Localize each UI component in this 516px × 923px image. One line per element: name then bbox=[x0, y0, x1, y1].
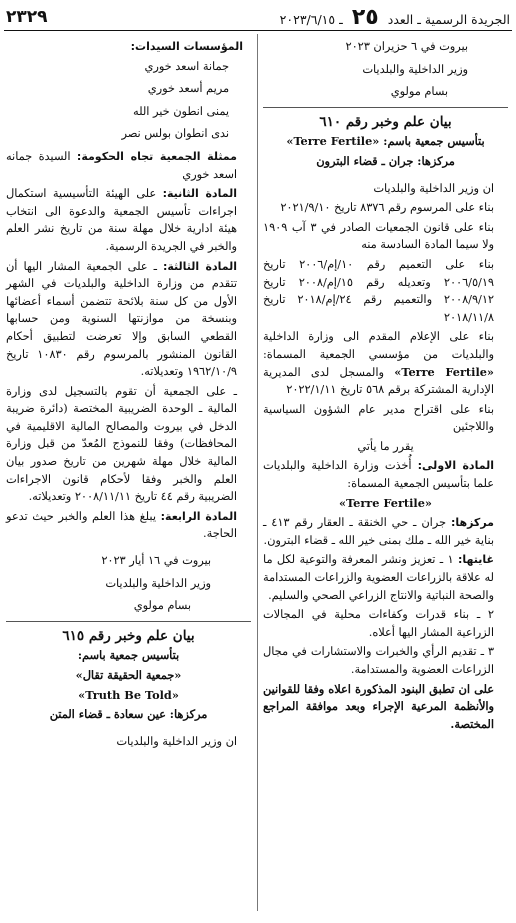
decides-heading: يقرر ما يأتي bbox=[357, 439, 414, 453]
notice-title-615: بيان علم وخبر رقم ٦١٥ bbox=[62, 627, 195, 644]
paragraph-text: بناء على الإعلام المقدم الى وزارة الداخلية والبلديات من مؤسسي الجمعية المسماة: bbox=[263, 330, 494, 361]
left-column bbox=[6, 38, 251, 752]
issue-date: ـ ٢٠٢٣/٦/١٥ bbox=[279, 11, 343, 27]
date-line: بيروت في ١٦ أيار ٢٠٢٣ bbox=[101, 554, 211, 568]
founders-label: المؤسسات السيدات: bbox=[130, 40, 243, 53]
location-line: مركزها: عين سعادة ـ قضاء المتن bbox=[49, 707, 208, 722]
headquarters bbox=[263, 514, 508, 549]
founders-list bbox=[6, 58, 251, 143]
association-name: «Terre Fertile» bbox=[339, 495, 432, 510]
issue-number: ٢٥ bbox=[351, 4, 379, 30]
section-divider bbox=[6, 621, 251, 622]
hq-text: جران ـ حي الخنقة ـ العقار رقم ٤١٣ ـ بناية خير الله ـ ملك بمنى خير الله ـ قضاء البترون. bbox=[263, 516, 494, 547]
est-name-arabic: «جمعية الحقيقة تقال» bbox=[75, 668, 182, 682]
association-name: «Terre Fertile» bbox=[394, 364, 494, 379]
government-representative bbox=[6, 148, 251, 183]
article-3 bbox=[6, 258, 251, 381]
article-label: المادة الثالثة: bbox=[162, 259, 237, 273]
goal-1 bbox=[263, 551, 508, 604]
founder-name: مريم أسعد خوري bbox=[147, 82, 229, 96]
article-label: المادة الثانية: bbox=[162, 187, 237, 201]
minister-name: بسام مولوي bbox=[133, 599, 191, 613]
gazette-title: الجريدة الرسمية ـ العدد bbox=[387, 11, 510, 27]
page-header bbox=[6, 4, 510, 30]
article-2 bbox=[6, 185, 251, 255]
article-3-tax: ـ على الجمعية أن تقوم بالتسجيل لدى وزارة المالية ـ الوحدة الضريبية المختصة (دائرة ضريبة الدخل في بيروت والمصالح المالية الاقليمية في المحافظات) وفقا للنموذج المُعدّ من قبل وزارة المالية خلال مهلة شهرين من تاريخ صدور بيان العلم والخبر وفقا لأحكام قانون الاجراءات الضريبية رقم ٤٤ تاريخ ٢٠٠٨/١١/١١ وتعديلاته. bbox=[6, 384, 237, 504]
paragraph bbox=[263, 328, 508, 398]
article-text: أُخذت وزارة الداخلية والبلديات علما بتأسيس الجمعية المسماة: bbox=[263, 459, 494, 491]
establishment-line bbox=[263, 133, 508, 151]
paragraph: بناء على اقتراح مدير عام الشؤون السياسية واللاجئين bbox=[263, 402, 494, 434]
rep-label: ممثلة الجمعية تجاه الحكومة: bbox=[76, 149, 237, 163]
article-label: المادة الاولى: bbox=[417, 459, 494, 473]
header-rule bbox=[4, 30, 512, 31]
date-line: بيروت في ٦ حزيران ٢٠٢٣ bbox=[345, 40, 468, 53]
est-prefix: بتأسيس جمعية باسم: bbox=[383, 134, 485, 149]
header-title-group bbox=[280, 5, 510, 30]
signature-block-1 bbox=[263, 38, 508, 101]
founder-name: يمنى انطون خير الله bbox=[133, 104, 229, 118]
paragraph: بناء على التعميم رقم ١٠/إم/٢٠٠٦ تاريخ ٢٠٠٦/٥/١٩ وتعديله رقم ١٥/إم/٢٠٠٨ تاريخ ٢٠٠٨/٩/١٢ والتعميم رقم ٢٤/إم/٢٠١٨ تاريخ ٢٠١٨/١١/٨ bbox=[263, 257, 494, 324]
closing-paragraph: على ان تطبق البنود المذكورة اعلاه وفقا للقوانين والأنظمة المرعية الإجراء وبعد موافقة المراجع المختصة. bbox=[263, 681, 494, 731]
intro-line: ان وزير الداخلية والبلديات bbox=[116, 734, 237, 748]
minister-name: بسام مولوي bbox=[390, 85, 448, 99]
minister-title: وزير الداخلية والبلديات bbox=[105, 576, 211, 590]
est-name: «Terre Fertile» bbox=[286, 134, 380, 149]
article-1 bbox=[263, 457, 508, 492]
paragraph: بناء على المرسوم رقم ٨٣٧٦ تاريخ ٢٠٢١/٩/١٠ bbox=[280, 201, 494, 215]
signature-block-2 bbox=[6, 552, 251, 615]
article-text: على الهيئة التأسيسية استكمال اجراءات تأسيس الجمعية والدعوة الى انتخاب هيئة ادارية خلال مهلة سنة من تاريخ نشر العلم والخبر في الجريدة الرسمية. bbox=[6, 187, 237, 253]
goal-text: ١ ـ تعزيز ونشر المعرفة والتوعية لكل ما له علاقة بالزراعات العضوية والزراعات المستدامة والصحة النباتية والانتاج الزراعي الصحي والسليم. bbox=[263, 553, 494, 602]
paragraph: بناء على قانون الجمعيات الصادر في ٣ آب ١٩٠٩ ولا سيما المادة السادسة منه bbox=[263, 220, 494, 252]
location-line: مركزها: جران ـ قضاء البترون bbox=[316, 153, 455, 168]
hq-label: مركزها: bbox=[450, 516, 494, 530]
article-text: ـ على الجمعية المشار اليها أن تتقدم من وزارة الداخلية والبلديات في الشهر الأول من كل سنة بلائحة تتضمن أسماء أعضائها وبنسخة من موازنتها السنوية ومن حسابها القطعي السابق وإلا تعرضت لتطبيق أحكام القانون المنشور بالمرسوم رقم ١٠٨٣٠ تاريخ ١٩٦٢/١٠/٩ وتعديلاته. bbox=[6, 259, 237, 379]
article-text: يبلغ هذا العلم والخبر حيث تدعو الحاجة. bbox=[6, 509, 237, 541]
right-column bbox=[263, 38, 508, 735]
article-4 bbox=[6, 508, 251, 543]
paragraph-text: والمسجل لدى المديرية الإدارية المشتركة برقم ٥٦٨ تاريخ ٢٠٢٢/١/١١ bbox=[263, 365, 494, 397]
page-number: ٢٣٢٩ bbox=[6, 7, 48, 27]
section-divider bbox=[263, 107, 508, 108]
column-divider bbox=[257, 34, 258, 911]
founder-name: جمانة اسعد خوري bbox=[144, 59, 229, 73]
goal-2: ٢ ـ بناء قدرات وكفاءات محلية في المجالات الزراعية المشار اليها أعلاه. bbox=[263, 608, 494, 639]
intro-line: ان وزير الداخلية والبلديات bbox=[373, 181, 494, 195]
goal-label: غايتها: bbox=[457, 553, 494, 567]
founder-name: ندى انطوان بولس نصر bbox=[121, 127, 229, 141]
goal-3: ٣ ـ تقديم الرأي والخبرات والاستشارات في مجال الزراعات العضوية والمستدامة. bbox=[263, 645, 494, 676]
article-label: المادة الرابعة: bbox=[160, 509, 237, 523]
est-name-english: «Truth Be Told» bbox=[78, 687, 179, 702]
notice-title-610: بيان علم وخبر رقم ٦١٠ bbox=[319, 113, 452, 130]
est-prefix: بتأسيس جمعية باسم: bbox=[77, 648, 180, 663]
rep-text: السيدة جمانه اسعد خوري bbox=[6, 149, 237, 181]
minister-title: وزير الداخلية والبلديات bbox=[362, 62, 468, 76]
